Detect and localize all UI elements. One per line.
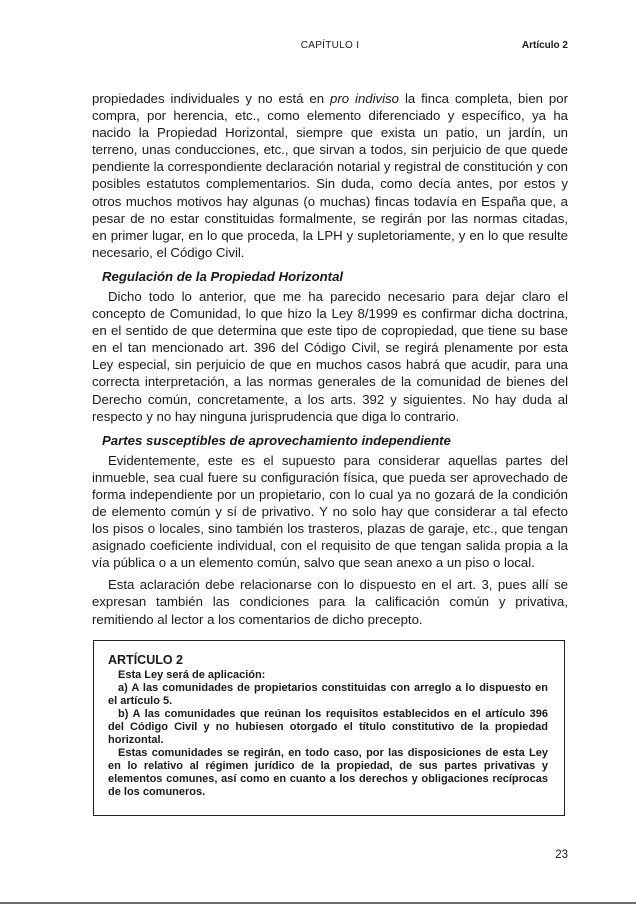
article-box-closing: Estas comunidades se regirán, en todo caso, por las disposiciones de esta Ley en lo relativo al régimen jurídico de la propiedad, de sus partes privativas y elementos comunes, así como en cuanto a los derechos y obligaciones recíprocas de los comuneros. bbox=[108, 747, 548, 798]
section-heading-partes: Partes susceptibles de aprovechamiento independiente bbox=[102, 432, 451, 448]
bottom-divider bbox=[0, 902, 636, 904]
paragraph-4: Esta aclaración debe relacionarse con lo dispuesto en el art. 3, pues allí se expresan también las condiciones para la calificación común y privativa, remitiendo al lector a los comentarios de dicho precepto. bbox=[92, 577, 568, 627]
paragraph-1-italic: pro indiviso bbox=[330, 91, 399, 106]
paragraph-1-start: propiedades individuales y no está en bbox=[92, 91, 331, 106]
paragraph-2: Dicho todo lo anterior, que me ha parecido necesario para dejar claro el concepto de Comunidad, lo que hizo la Ley 8/1999 es confirmar dicha doctrina, en el sentido de que determina que este tipo de copropiedad, que tiene su base en el tan mencionado art. 396 del Código Civil, se regirá plenamente por esta Ley especial, sin perjuicio de que en muchos casos habrá que acudir, para una correcta interpretación, a las normas generales de la comunidad de bienes del Derecho común, concretamente, a los arts. 392 y siguientes. No hay duda al respecto y no hay ninguna jurisprudencia que diga lo contrario. bbox=[92, 288, 568, 424]
section-heading-regulacion: Regulación de la Propiedad Horizontal bbox=[102, 268, 344, 284]
article-label: Artículo 2 bbox=[521, 40, 568, 51]
paragraph-1-end: la finca completa, bien por compra, por herencia, etc., como elemento diferenciado y específico, ya ha nacido la Propiedad Horizontal, siempre que exista un patio, un jardín, un terreno, unas conducciones, etc., que sirvan a todos, sin perjuicio de que quede pendiente la correspondiente declaración notarial y registral de constitución y con posibles estatutos complementarios. Sin duda, como decía antes, por estos y otros muchos motivos hay algunas (o muchas) fincas todavía en España que, a pesar de no estar constituidas formalmente, se regirán por las normas citadas, en primer lugar, en lo que proceda, la LPH y supletoriamente, y en lo que resulte necesario, el Código Civil. bbox=[92, 91, 568, 260]
page-number: 23 bbox=[555, 849, 568, 861]
paragraph-1 bbox=[92, 90, 568, 261]
article-box-item-b: b) A las comunidades que reúnan los requisitos establecidos en el artículo 396 del Código Civil y no hubiesen otorgado el título constitutivo de la propiedad horizontal. bbox=[108, 708, 548, 746]
article-box-intro: Esta Ley será de aplicación: bbox=[118, 669, 266, 681]
main-text bbox=[92, 90, 568, 628]
article-box-title: ARTÍCULO 2 bbox=[108, 653, 183, 667]
article-box-item-a: a) A las comunidades de propietarios constituidas con arreglo a lo dispuesto en el artículo 5. bbox=[108, 682, 548, 707]
paragraph-3: Evidentemente, este es el supuesto para considerar aquellas partes del inmueble, sea cual fuere su configuración física, que pueda ser aprovechado de forma independiente por un propietario, con lo cual ya no gozará de la condición de elemento común y sí de privativo. Y no solo hay que considerar a tal efecto los pisos o locales, sino también los trasteros, plazas de garaje, etc., que tengan asignado coeficiente individual, con el requisito de que tengan salida propia a la vía pública o a un elemento común, salvo que sean anexo a un piso o local. bbox=[92, 452, 568, 571]
article-box bbox=[93, 640, 565, 816]
chapter-label: CAPÍTULO I bbox=[300, 40, 360, 51]
running-header bbox=[92, 40, 568, 56]
